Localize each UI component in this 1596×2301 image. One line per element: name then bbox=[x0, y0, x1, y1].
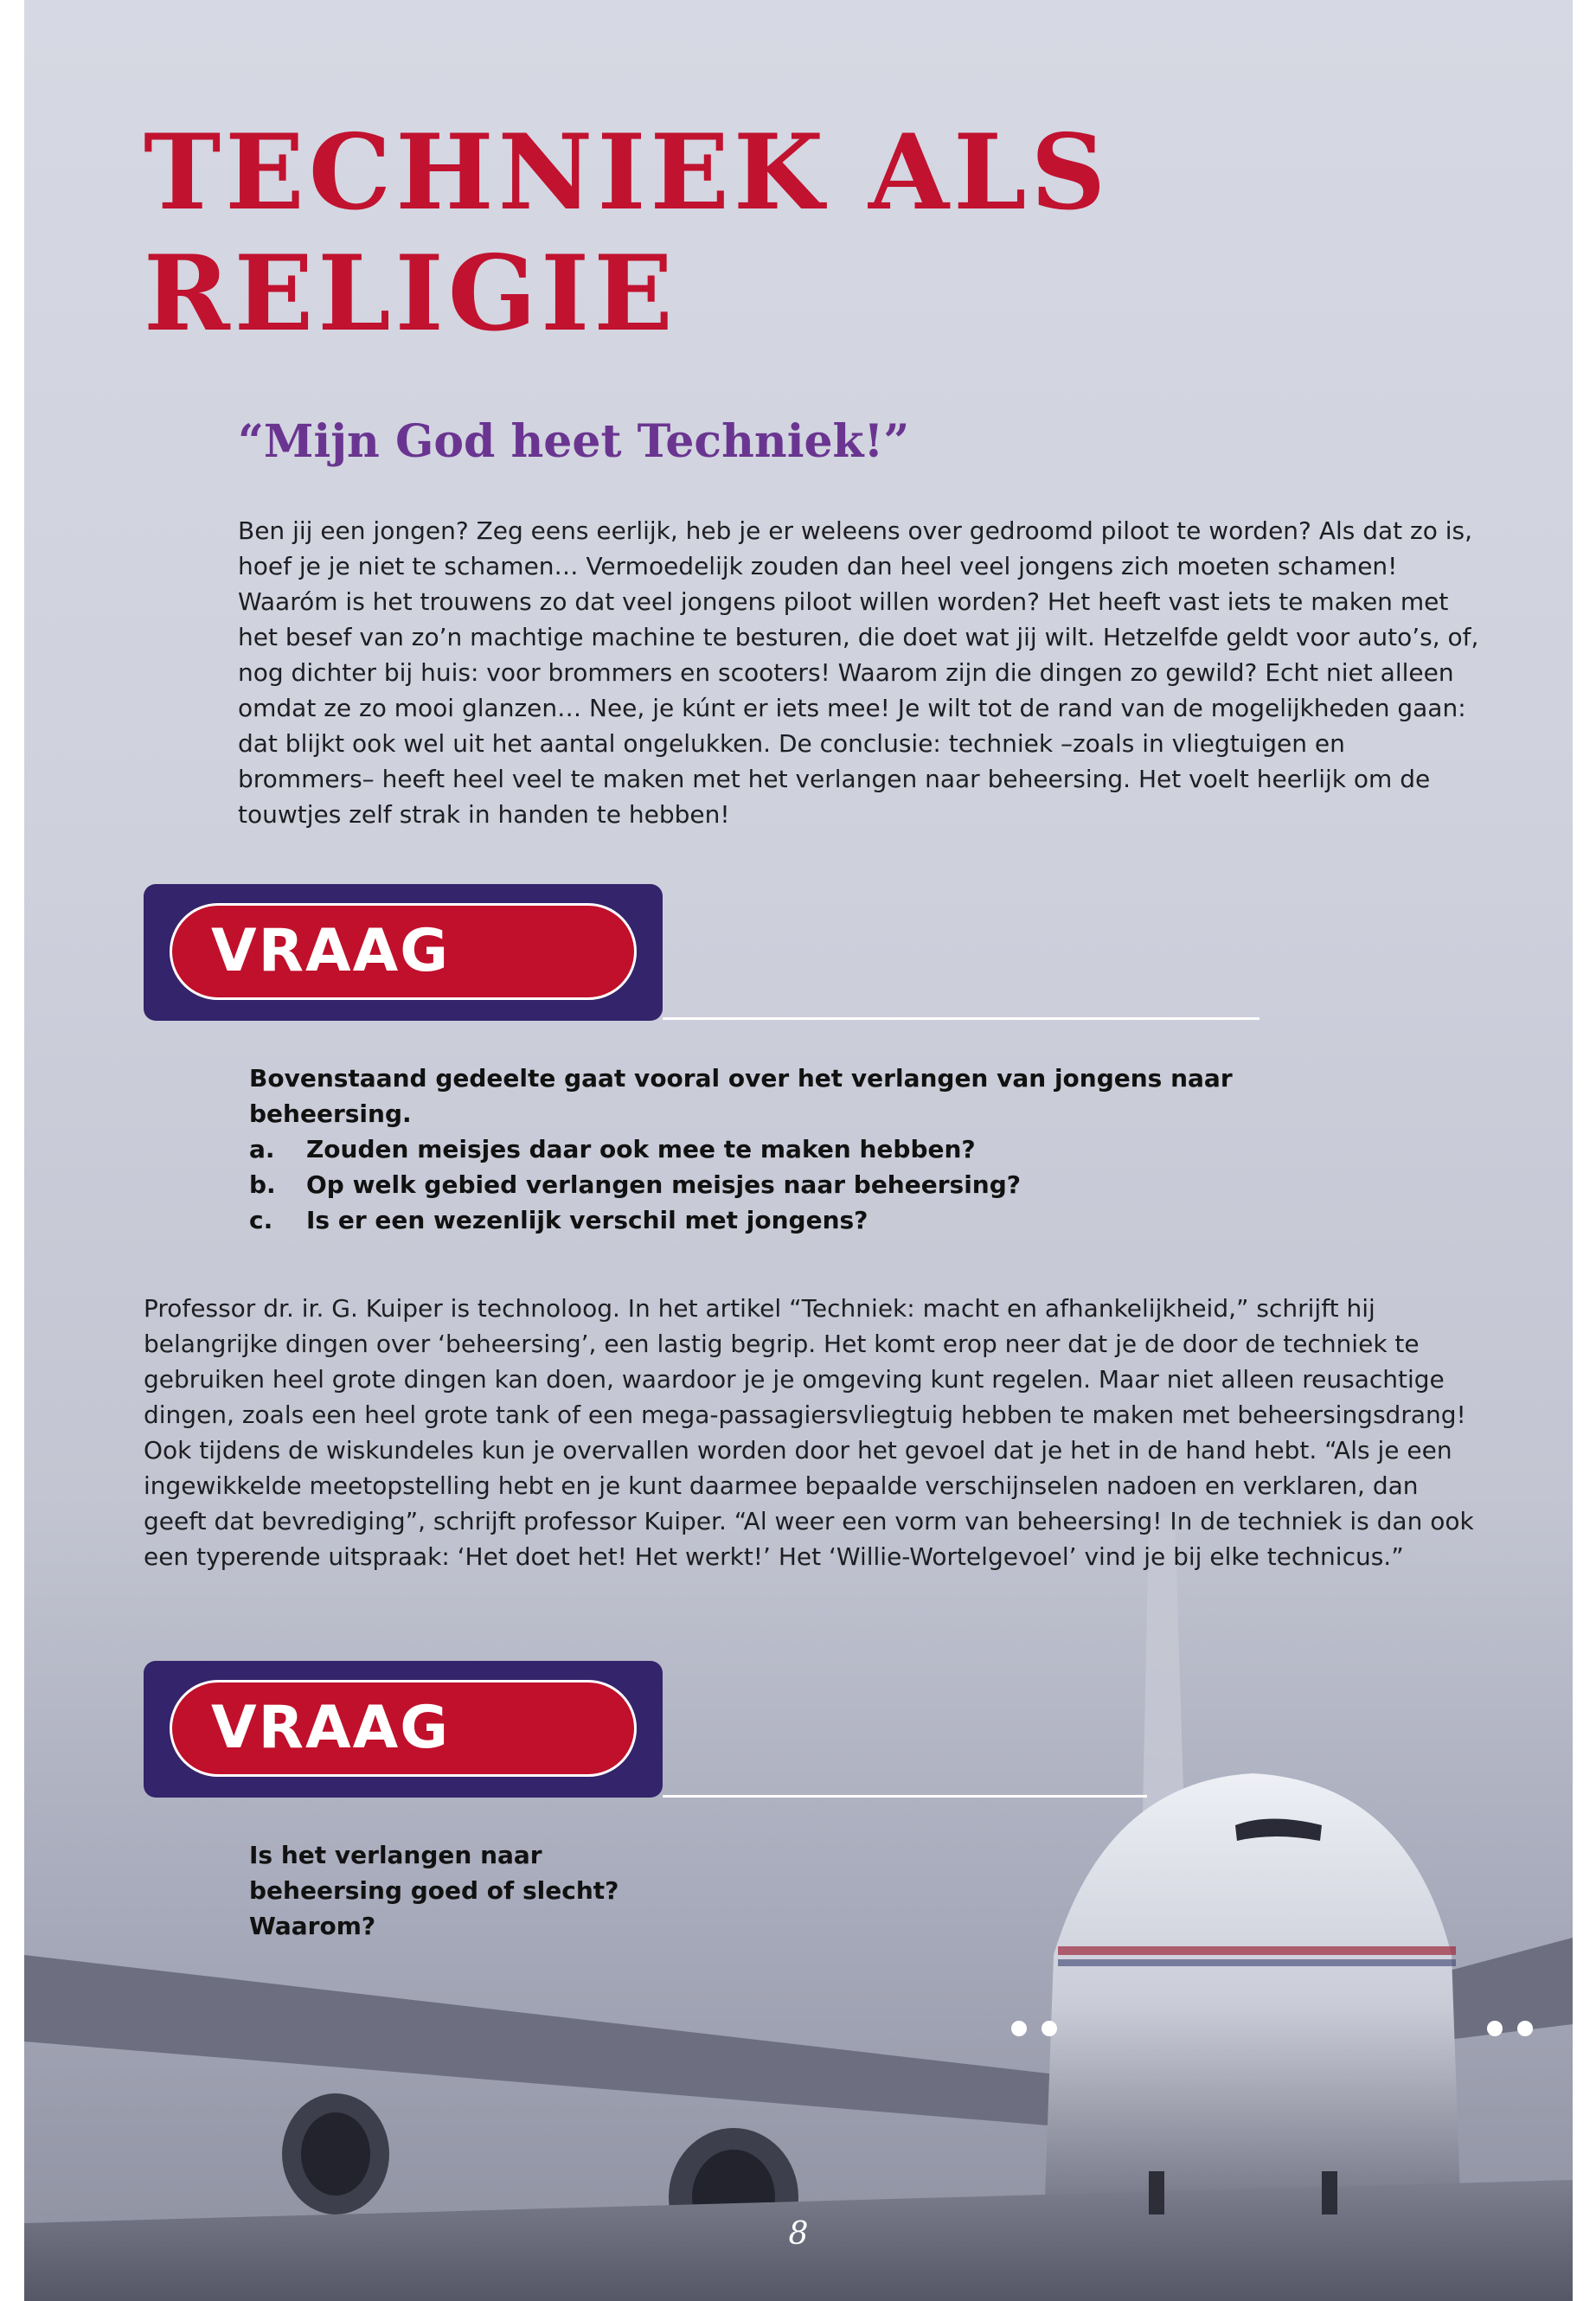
vraag-banner-2 bbox=[144, 1661, 663, 1798]
list-item-text: Is er een wezenlijk verschil met jongens? bbox=[306, 1206, 869, 1234]
page bbox=[24, 0, 1573, 2301]
divider-line-1 bbox=[663, 1017, 1259, 1020]
vraag-label-1: VRAAG bbox=[211, 917, 451, 985]
vraag-pill-2 bbox=[170, 1680, 637, 1777]
vraag-label-2: VRAAG bbox=[211, 1694, 451, 1762]
list-marker: c. bbox=[249, 1206, 273, 1234]
question-block-1 bbox=[249, 1061, 1287, 1238]
question-text-2: Is het verlangen naar beheersing goed of slecht? Waarom? bbox=[249, 1841, 619, 1940]
vraag-pill-1 bbox=[170, 903, 637, 1000]
question-text-1: Bovenstaand gedeelte gaat vooral over het verlangen van jongens naar beheersing. bbox=[249, 1064, 1233, 1128]
question-block-2 bbox=[249, 1837, 682, 1944]
page-title: TECHNIEK ALS RELIGIE bbox=[144, 112, 1111, 355]
intro-paragraph: Ben jij een jongen? Zeg eens eerlijk, heb je er weleens over gedroomd piloot te worden? Als dat zo is, hoef je je niet te schamen… Vermoedelijk zouden dan heel veel jongens zich moeten schamen! Waaróm is het trouwens zo dat veel jongens piloot willen worden? Het heeft vast iets te maken met het besef van zo’n machtige machine te besturen, die doet wat jij wilt. Hetzelfde geldt voor auto’s, of, nog dichter bij huis: voor brommers en scooters! Waarom zijn die dingen zo gewild? Echt niet alleen omdat ze zo mooi glanzen… Nee, je kúnt er iets mee! Je wilt tot de rand van de mogelijkheden gaan: dat blijkt ook wel uit het aantal ongelukken. De conclusie: techniek –zoals in vliegtuigen en brommers– heeft heel veel te maken met het verlangen naar beheersing. Het voelt heerlijk om de touwtjes zelf strak in handen te hebben! bbox=[238, 516, 1479, 829]
divider-line-2 bbox=[663, 1795, 1147, 1798]
question-list-1 bbox=[249, 1131, 1287, 1238]
subtitle: “Mijn God heet Techniek!” bbox=[238, 415, 910, 468]
vraag-banner-1 bbox=[144, 884, 663, 1021]
page-number: 8 bbox=[788, 2216, 809, 2252]
list-item-text: Zouden meisjes daar ook mee te maken hebben? bbox=[306, 1135, 976, 1163]
list-item bbox=[249, 1131, 1287, 1167]
list-marker: b. bbox=[249, 1170, 276, 1199]
list-item-text: Op welk gebied verlangen meisjes naar beheersing? bbox=[306, 1170, 1022, 1199]
body-paragraph-2: Professor dr. ir. G. Kuiper is technoloog. In het artikel “Techniek: macht en afhankelijkheid,” schrijft hij belangrijke dingen over ‘beheersing’, een lastig begrip. Het komt erop neer dat je de door de techniek te gebruiken heel grote dingen kan doen, waardoor je je omgeving kunt regelen. Maar niet alleen reusachtige dingen, zoals een heel grote tank of een mega-passagiersvliegtuig hebben te maken met beheersingsdrang! Ook tijdens de wiskundeles kun je overvallen worden door het gevoel dat je het in de hand hebt. “Als je een ingewikkelde meetopstelling hebt en je kunt daarmee bepaalde verschijnselen nadoen en verklaren, dan geeft dat bevrediging”, schrijft professor Kuiper. “Al weer een vorm van beheersing! In de techniek is dan ook een typerende uitspraak: ‘Het doet het! Het werkt!’ Het ‘Willie-Wortelgevoel’ vind je bij elke technicus.” bbox=[144, 1294, 1474, 1571]
list-item bbox=[249, 1202, 1287, 1238]
list-item bbox=[249, 1167, 1287, 1202]
list-marker: a. bbox=[249, 1135, 275, 1163]
